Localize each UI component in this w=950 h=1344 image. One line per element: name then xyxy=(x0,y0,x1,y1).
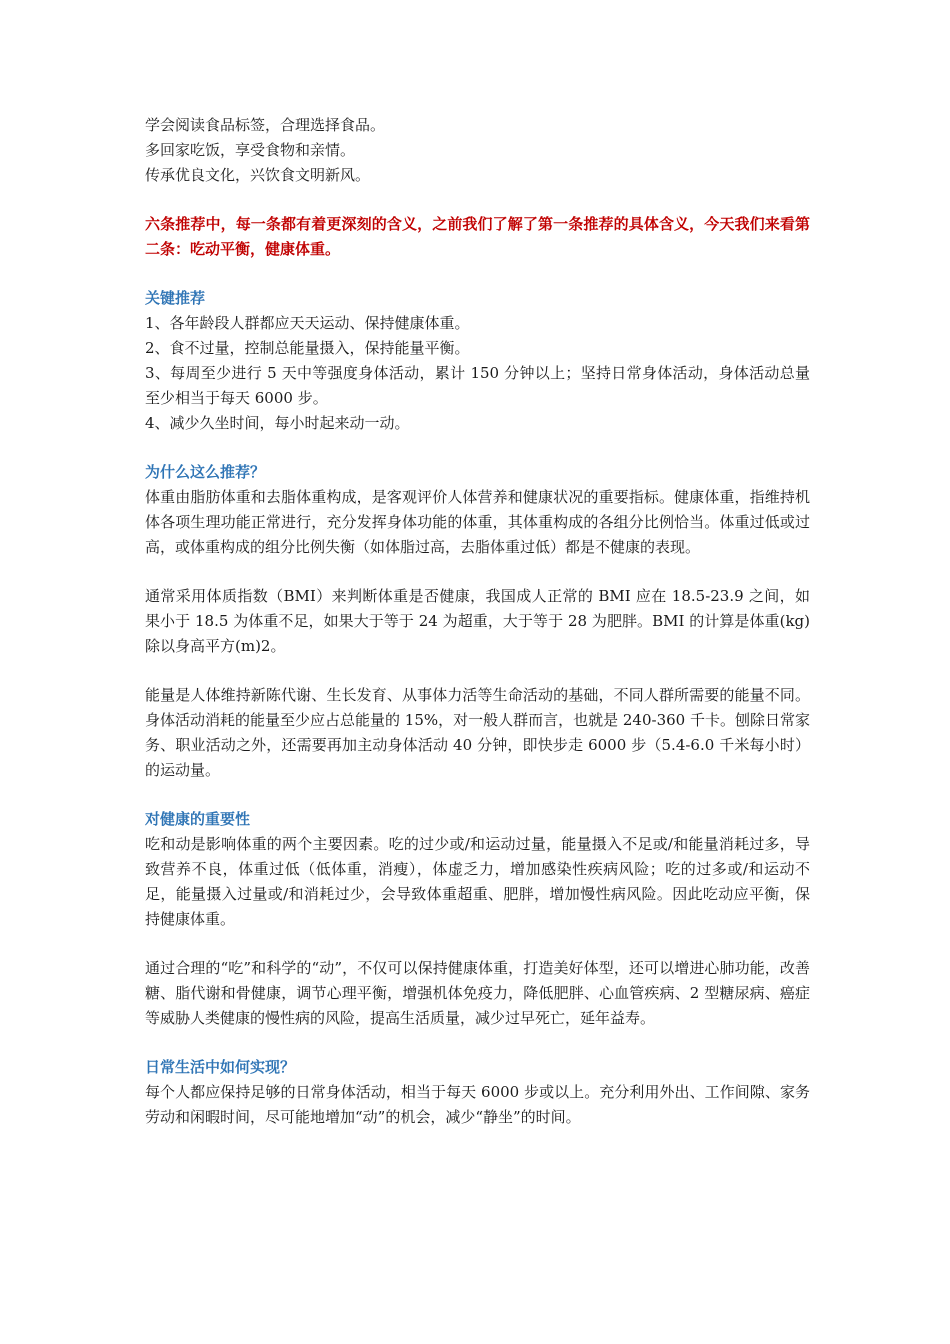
body-paragraph: 体重由脂肪体重和去脂体重构成，是客观评价人体营养和健康状况的重要指标。健康体重，指维持机体各项生理功能正常进行，充分发挥身体功能的体重，其体重构成的各组分比例恰当。体重过低或过高，或体重构成的组分比例失衡（如体脂过高，去脂体重过低）都是不健康的表现。 xyxy=(145,488,810,556)
section-heading-daily-life: 日常生活中如何实现？ xyxy=(145,1058,296,1076)
top-line: 传承优良文化，兴饮食文明新风。 xyxy=(145,166,371,184)
intro-paragraph: 六条推荐中，每一条都有着更深刻的含义，之前我们了解了第一条推荐的具体含义，今天我们来看第二条：吃动平衡，健康体重。 xyxy=(145,215,810,258)
list-item: 1、各年龄段人群都应天天运动、保持健康体重。 xyxy=(145,314,470,332)
list-item: 2、食不过量，控制总能量摄入，保持能量平衡。 xyxy=(145,339,470,357)
key-recommendations-list xyxy=(145,311,810,436)
body-paragraph: 每个人都应保持足够的日常身体活动，相当于每天 6000 步或以上。充分利用外出、工作间隙、家务劳动和闲暇时间，尽可能地增加“动”的机会，减少“静坐”的时间。 xyxy=(145,1083,810,1126)
list-item: 4、减少久坐时间，每小时起来动一动。 xyxy=(145,414,410,432)
section-heading-why: 为什么这么推荐？ xyxy=(145,463,266,481)
top-lines xyxy=(145,113,810,188)
body-paragraph: 通常采用体质指数（BMI）来判断体重是否健康，我国成人正常的 BMI 应在 18.5-23.9 之间，如果小于 18.5 为体重不足，如果大于等于 24 为超重，大于等于 28 为肥胖。BMI 的计算是体重(kg)除以身高平方(m)2。 xyxy=(145,587,810,655)
body-paragraph: 能量是人体维持新陈代谢、生长发育、从事体力活等生命活动的基础，不同人群所需要的能量不同。身体活动消耗的能量至少应占总能量的 15%，对一般人群而言，也就是 240-360 千卡。刨除日常家务、职业活动之外，还需要再加主动身体活动 40 分钟，即快步走 6000 步（5.4-6.0 千米每小时）的运动量。 xyxy=(145,686,810,779)
body-paragraph: 通过合理的“吃”和科学的“动”，不仅可以保持健康体重，打造美好体型，还可以增进心肺功能，改善糖、脂代谢和骨健康，调节心理平衡，增强机体免疫力，降低肥胖、心血管疾病、2 型糖尿病、癌症等威胁人类健康的慢性病的风险，提高生活质量，减少过早死亡，延年益寿。 xyxy=(145,959,810,1027)
list-item: 3、每周至少进行 5 天中等强度身体活动，累计 150 分钟以上；坚持日常身体活动，身体活动总量至少相当于每天 6000 步。 xyxy=(145,364,810,407)
document-page xyxy=(145,113,810,1130)
section-heading-key-recommendations: 关键推荐 xyxy=(145,289,206,307)
top-line: 多回家吃饭，享受食物和亲情。 xyxy=(145,141,356,159)
body-paragraph: 吃和动是影响体重的两个主要因素。吃的过少或/和运动过量，能量摄入不足或/和能量消耗过多，导致营养不良，体重过低（低体重，消瘦），体虚乏力，增加感染性疾病风险；吃的过多或/和运动不足，能量摄入过量或/和消耗过少，会导致体重超重、肥胖，增加慢性病风险。因此吃动应平衡，保持健康体重。 xyxy=(145,835,810,928)
section-heading-importance: 对健康的重要性 xyxy=(145,810,251,828)
top-line: 学会阅读食品标签，合理选择食品。 xyxy=(145,116,386,134)
